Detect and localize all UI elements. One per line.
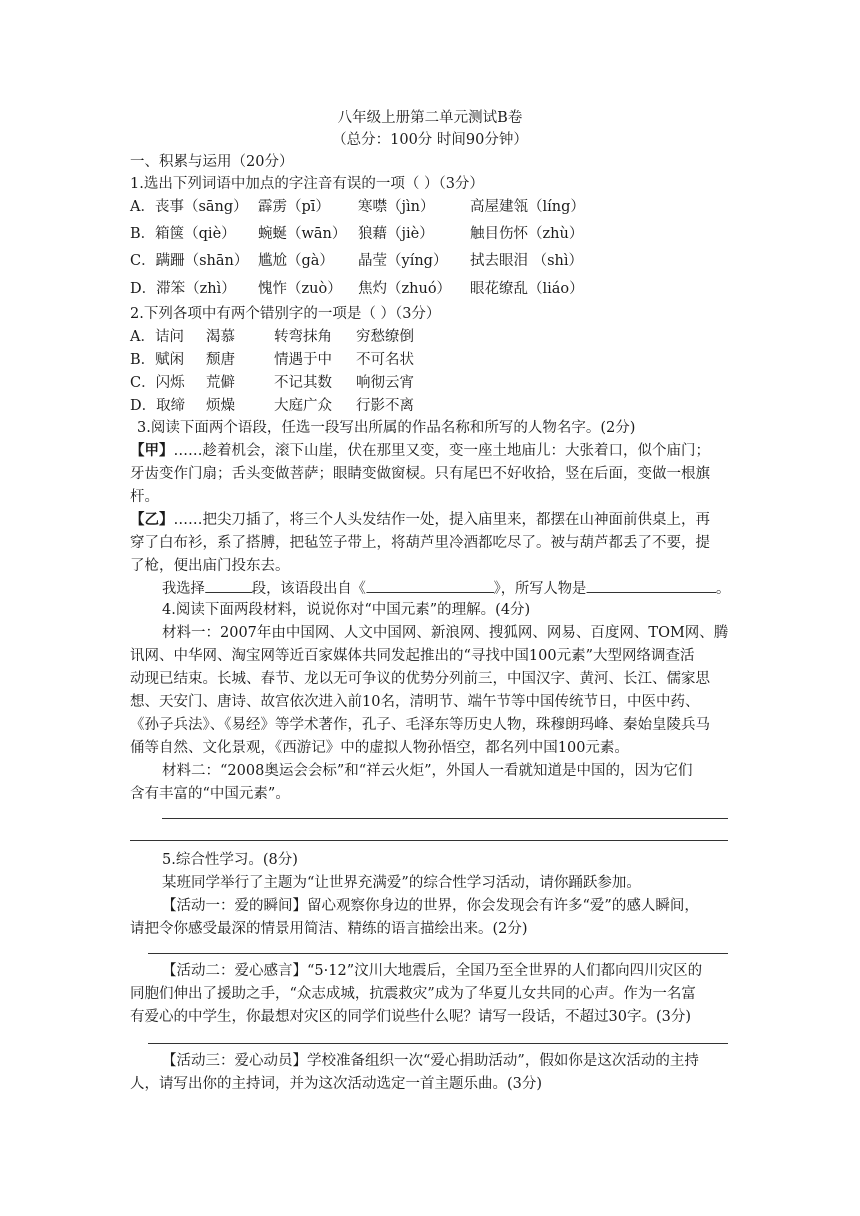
q5-activity2-line2: 同胞们伸出了援助之手，“众志成城，抗震救灾”成为了华夏儿女共同的心声。作为一名富 [130, 986, 696, 1002]
q4-m1-line2: 讯网、中华网、淘宝网等近百家媒体共同发起推出的“寻找中国100元素”大型网络调查活 [130, 648, 695, 664]
q3-blank-character[interactable] [586, 577, 716, 593]
q3-jia-tag: 【甲】 [130, 443, 174, 459]
q2-option-b: B．赋闲 颓唐 情遇于中 不可名状 [130, 352, 414, 368]
q5-stem: 5.综合性学习。(8分) [162, 852, 298, 868]
q3-answer-line: 我选择 段，该语段出自《 》，所写人物是 。 [162, 577, 730, 599]
q3-blank-choice[interactable] [205, 577, 252, 593]
q1-option-a: A．丧事（sāng） 霹雳（pī） 寒噤（jìn） 高屋建瓴（líng） [130, 199, 585, 215]
q3-passage-jia-line3: 杆。 [130, 489, 159, 505]
q5-activity1-line1: 【活动一：爱的瞬间】留心观察你身边的世界，你会发现会有许多“爱”的感人瞬间， [162, 898, 699, 914]
q1-stem: 1.选出下列词语中加点的字注音有误的一项（ ）（3分） [130, 176, 484, 192]
q5-activity1-answer-line[interactable] [148, 953, 728, 954]
q2-option-d: D．取缔 烦燥 大庭广众 行影不离 [130, 398, 414, 414]
q1-option-b: B．箱箧（qiè） 蜿蜒（wān） 狼藉（jiè） 触目伤怀（zhù） [130, 226, 584, 242]
q4-m1-line3: 动现已结束。长城、春节、龙以无可争议的优势分列前三，中国汉字、黄河、长江、儒家思 [130, 671, 710, 687]
q4-m1-line1: 材料一：2007年由中国网、人文中国网、新浪网、搜狐网、网易、百度网、TOM网、腾 [162, 625, 729, 641]
q4-m1-line4: 想、天安门、唐诗、故宫依次进入前10名，清明节、端午节等中国传统节日，中医中药、 [130, 694, 700, 710]
q3-passage-jia-line1: 【甲】……趁着机会，滚下山崖，伏在那里又变，变一座土地庙儿：大张着口，似个庙门； [130, 443, 710, 459]
exam-subtitle: （总分：100分 时间90分钟） [332, 132, 528, 148]
q4-m2-line2: 含有丰富的“中国元素”。 [130, 786, 290, 802]
q1-option-c: C．蹒跚（shān） 尴尬（gà） 晶莹（yíng） 拭去眼泪 （shì） [130, 253, 584, 269]
q5-activity3-line2: 人，请写出你的主持词，并为这次活动选定一首主题乐曲。(3分) [130, 1076, 543, 1092]
q3-passage-yi-line3: 了枪，便出庙门投东去。 [130, 558, 290, 574]
q4-m1-line5: 《孙子兵法》、《易经》等学术著作，孔子、毛泽东等历史人物，珠穆朗玛峰、秦始皇陵兵马 [130, 717, 710, 733]
q5-intro: 某班同学举行了主题为“让世界充满爱”的综合性学习活动，请你踊跃参加。 [162, 875, 641, 891]
q5-activity2-line3: 有爱心的中学生，你最想对灾区的同学们说些什么呢？请写一段话，不超过30字。(3分) [130, 1009, 691, 1025]
q4-m1-line6: 俑等自然、文化景观，《西游记》中的虚拟人物孙悟空，都名列中国100元素。 [130, 740, 629, 756]
q3-passage-jia-line2: 牙齿变作门扇；舌头变做菩萨；眼睛变做窗棂。只有尾巴不好收拾，竖在后面，变做一根旗 [130, 466, 710, 482]
q3-blank-work[interactable] [366, 577, 494, 593]
q3-stem: 3.阅读下面两个语段，任选一段写出所属的作品名称和所写的人物名字。(2分) [137, 420, 636, 436]
q4-m2-line1: 材料二：“2008奥运会会标”和“祥云火炬”，外国人一看就知道是中国的，因为它们 [162, 763, 693, 779]
section-heading: 一、积累与运用（20分） [130, 154, 294, 170]
q2-stem: 2.下列各项中有两个错别字的一项是（ ）（3分） [130, 306, 441, 322]
q2-option-c: C．闪烁 荒僻 不记其数 响彻云宵 [130, 375, 414, 391]
q5-activity1-line2: 请把令你感受最深的情景用简洁、精练的语言描绘出来。(2分) [130, 921, 528, 937]
q5-activity3-line1: 【活动三：爱心动员】学校准备组织一次“爱心捐助活动”，假如你是这次活动的主持 [162, 1053, 699, 1069]
q3-yi-tag: 【乙】 [130, 512, 174, 528]
q4-answer-line-2[interactable] [130, 840, 728, 841]
q3-passage-yi-line1: 【乙】……把尖刀插了，将三个人头发结作一处，提入庙里来，都摆在山神面前供桌上，再 [130, 512, 710, 528]
q4-answer-line-1[interactable] [162, 818, 728, 819]
q5-activity2-answer-line[interactable] [148, 1043, 728, 1044]
exam-title: 八年级上册第二单元测试B卷 [337, 110, 523, 126]
q3-passage-yi-line2: 穿了白布衫，系了搭膊，把毡笠子带上，将葫芦里冷酒都吃尽了。被与葫芦都丢了不要，提 [130, 535, 710, 551]
q2-option-a: A．诘问 渴慕 转弯抹角 穷愁缭倒 [130, 329, 414, 345]
q4-stem: 4.阅读下面两段材料，说说你对“中国元素”的理解。(4分) [162, 602, 531, 618]
q5-activity2-line1: 【活动二：爱心感言】“5·12”汶川大地震后，全国乃至全世界的人们都向四川灾区的 [162, 963, 703, 979]
q1-option-d: D．滞笨（zhì） 愧怍（zuò） 焦灼（zhuó） 眼花缭乱（liáo） [130, 281, 584, 297]
